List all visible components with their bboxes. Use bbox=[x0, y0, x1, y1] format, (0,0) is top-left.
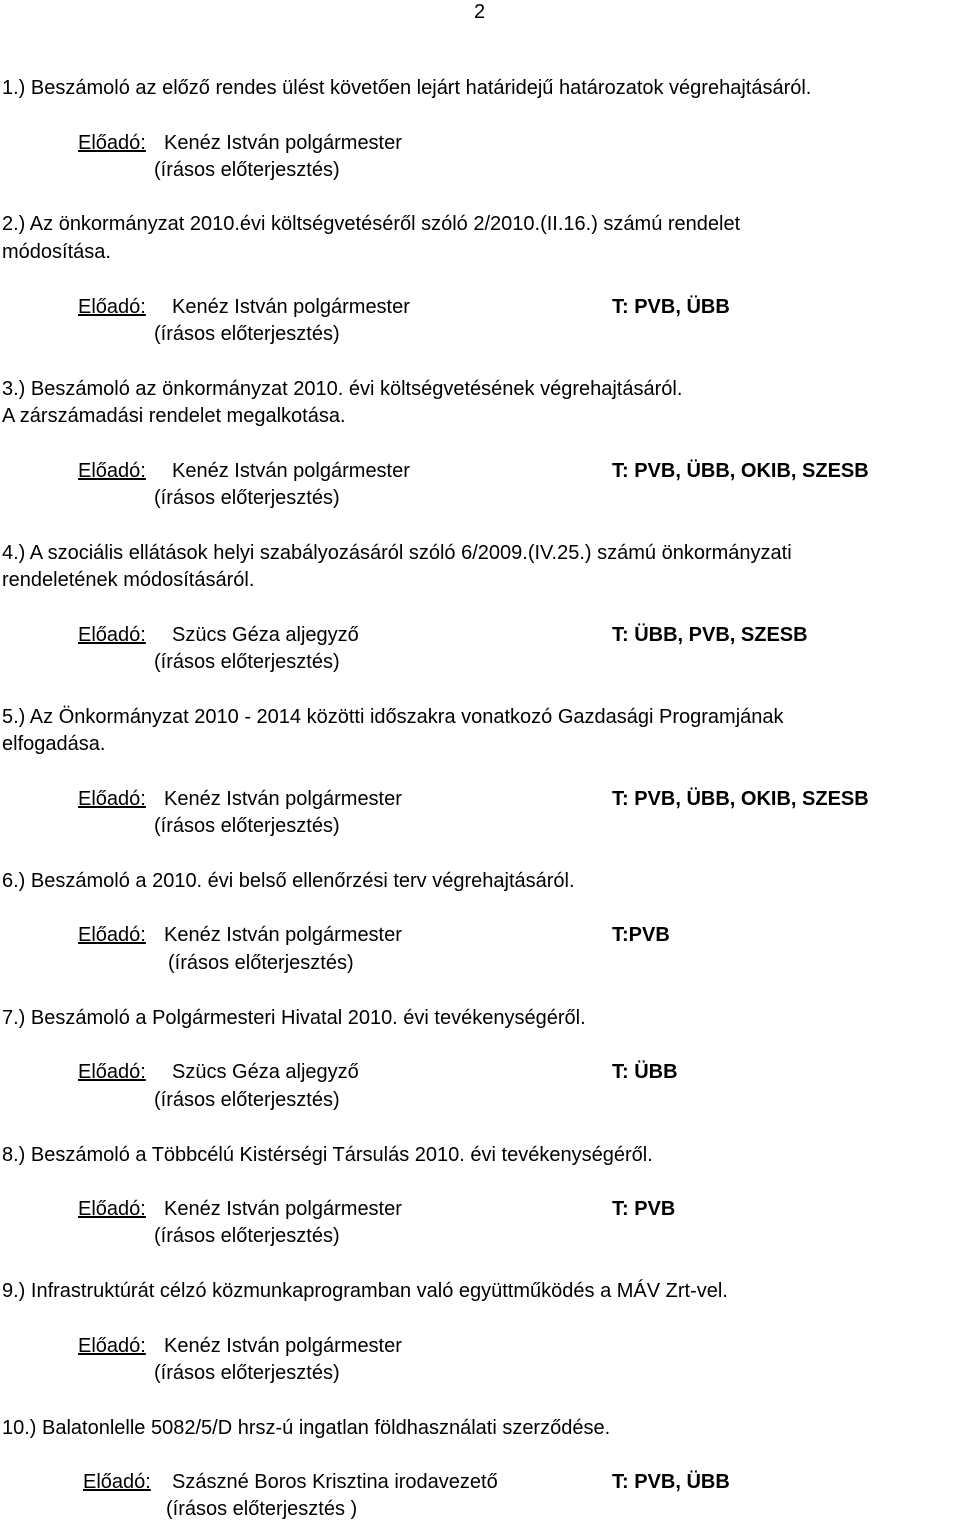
agenda-item-10-presenter-label: Előadó: bbox=[83, 1471, 151, 1493]
agenda-item-8-title-line-1: 8.) Beszámoló a Többcélú Kistérségi Társulás 2010. évi tevékenységéről. bbox=[2, 1144, 653, 1166]
agenda-item-2-title-line-2: módosítása. bbox=[2, 241, 111, 263]
agenda-item-6-title-line-1: 6.) Beszámoló a 2010. évi belső ellenőrzési terv végrehajtásáról. bbox=[2, 870, 575, 892]
agenda-item-4-responsible: T: ÜBB, PVB, SZESB bbox=[612, 624, 808, 646]
agenda-item-2-note: (írásos előterjesztés) bbox=[154, 323, 340, 345]
agenda-item-3-presenter: Kenéz István polgármester bbox=[172, 460, 410, 482]
page-number: 2 bbox=[474, 1, 486, 23]
agenda-item-1-note: (írásos előterjesztés) bbox=[154, 159, 340, 181]
agenda-item-1-presenter: Kenéz István polgármester bbox=[164, 132, 402, 154]
agenda-item-5-title-line-1: 5.) Az Önkormányzat 2010 - 2014 közötti időszakra vonatkozó Gazdasági Programjának bbox=[2, 706, 784, 728]
agenda-item-5-presenter: Kenéz István polgármester bbox=[164, 788, 402, 810]
agenda-item-8-presenter-label: Előadó: bbox=[78, 1198, 146, 1220]
agenda-item-3-title-line-1: 3.) Beszámoló az önkormányzat 2010. évi költségvetésének végrehajtásáról. bbox=[2, 378, 683, 400]
agenda-item-2-presenter: Kenéz István polgármester bbox=[172, 296, 410, 318]
agenda-item-9-title-line-1: 9.) Infrastruktúrát célzó közmunkaprogramban való együttműködés a MÁV Zrt-vel. bbox=[2, 1280, 728, 1302]
agenda-item-6-note: (írásos előterjesztés) bbox=[168, 952, 354, 974]
agenda-item-3-title-line-2: A zárszámadási rendelet megalkotása. bbox=[2, 405, 346, 427]
agenda-item-10-title-line-1: 10.) Balatonlelle 5082/5/D hrsz-ú ingatlan földhasználati szerződése. bbox=[2, 1417, 611, 1439]
agenda-item-8-note: (írásos előterjesztés) bbox=[154, 1225, 340, 1247]
agenda-item-10-presenter: Szászné Boros Krisztina irodavezető bbox=[172, 1471, 498, 1493]
agenda-item-7-note: (írásos előterjesztés) bbox=[154, 1089, 340, 1111]
agenda-item-4-title-line-1: 4.) A szociális ellátások helyi szabályozásáról szóló 6/2009.(IV.25.) számú önkormányzati bbox=[2, 542, 792, 564]
agenda-item-10-responsible: T: PVB, ÜBB bbox=[612, 1471, 730, 1493]
agenda-item-10-note: (írásos előterjesztés ) bbox=[166, 1498, 358, 1520]
agenda-item-4-presenter-label: Előadó: bbox=[78, 624, 146, 646]
agenda-item-7-presenter-label: Előadó: bbox=[78, 1061, 146, 1083]
agenda-item-9-presenter-label: Előadó: bbox=[78, 1335, 146, 1357]
agenda-item-3-responsible: T: PVB, ÜBB, OKIB, SZESB bbox=[612, 460, 869, 482]
agenda-item-4-presenter: Szücs Géza aljegyző bbox=[172, 624, 359, 646]
agenda-item-3-presenter-label: Előadó: bbox=[78, 460, 146, 482]
agenda-item-1-title-line-1: 1.) Beszámoló az előző rendes ülést követően lejárt határidejű határozatok végrehajtásáról. bbox=[2, 77, 812, 99]
agenda-item-7-responsible: T: ÜBB bbox=[612, 1061, 678, 1083]
agenda-item-2-title-line-1: 2.) Az önkormányzat 2010.évi költségvetéséről szóló 2/2010.(II.16.) számú rendelet bbox=[2, 213, 741, 235]
agenda-item-6-presenter-label: Előadó: bbox=[78, 924, 146, 946]
agenda-item-5-title-line-2: elfogadása. bbox=[2, 733, 106, 755]
agenda-item-4-title-line-2: rendeletének módosításáról. bbox=[2, 569, 255, 591]
agenda-item-3-note: (írásos előterjesztés) bbox=[154, 487, 340, 509]
agenda-item-2-presenter-label: Előadó: bbox=[78, 296, 146, 318]
agenda-item-5-responsible: T: PVB, ÜBB, OKIB, SZESB bbox=[612, 788, 869, 810]
agenda-item-5-note: (írásos előterjesztés) bbox=[154, 815, 340, 837]
agenda-item-6-responsible: T:PVB bbox=[612, 924, 670, 946]
agenda-item-8-presenter: Kenéz István polgármester bbox=[164, 1198, 402, 1220]
agenda-item-8-responsible: T: PVB bbox=[612, 1198, 676, 1220]
agenda-item-7-presenter: Szücs Géza aljegyző bbox=[172, 1061, 359, 1083]
agenda-item-2-responsible: T: PVB, ÜBB bbox=[612, 296, 730, 318]
agenda-item-9-note: (írásos előterjesztés) bbox=[154, 1362, 340, 1384]
agenda-item-9-presenter: Kenéz István polgármester bbox=[164, 1335, 402, 1357]
agenda-item-1-presenter-label: Előadó: bbox=[78, 132, 146, 154]
agenda-item-7-title-line-1: 7.) Beszámoló a Polgármesteri Hivatal 2010. évi tevékenységéről. bbox=[2, 1007, 586, 1029]
agenda-item-6-presenter: Kenéz István polgármester bbox=[164, 924, 402, 946]
agenda-item-5-presenter-label: Előadó: bbox=[78, 788, 146, 810]
agenda-item-4-note: (írásos előterjesztés) bbox=[154, 651, 340, 673]
